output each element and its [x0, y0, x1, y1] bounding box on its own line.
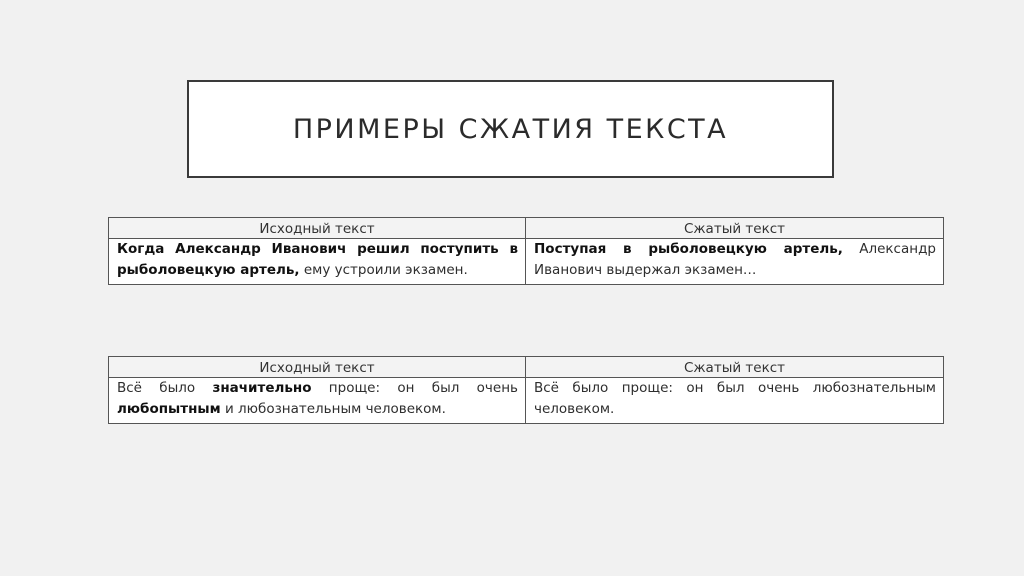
comparison-table-2 — [108, 356, 944, 424]
compressed-text-cell — [526, 378, 944, 424]
bold-fragment: значительно — [212, 380, 312, 396]
text-fragment: и любознательным человеком. — [220, 401, 446, 417]
text-fragment: проще: он был очень — [311, 380, 518, 396]
comparison-table-1 — [108, 217, 944, 285]
text-fragment: Всё было проще: он был очень любознательным человеком. — [534, 380, 936, 417]
text-fragment: Всё было — [117, 380, 213, 396]
header-source-text: Исходный текст — [109, 357, 526, 378]
text-fragment: ему устроили экзамен. — [299, 262, 468, 278]
table-row — [109, 239, 944, 285]
header-compressed-text: Сжатый текст — [526, 218, 944, 239]
source-text-cell — [109, 378, 526, 424]
source-text-cell — [109, 239, 526, 285]
header-compressed-text: Сжатый текст — [526, 357, 944, 378]
table-row — [109, 378, 944, 424]
slide-title: ПРИМЕРЫ СЖАТИЯ ТЕКСТА — [292, 113, 729, 145]
title-box — [187, 80, 834, 178]
bold-fragment: Когда Александр Иванович решил поступить в рыболовецкую артель, — [117, 241, 518, 278]
compressed-text-cell — [526, 239, 944, 285]
table-header-row — [109, 218, 944, 239]
table-header-row — [109, 357, 944, 378]
bold-fragment: любопытным — [117, 401, 221, 417]
bold-fragment: Поступая в рыболовецкую артель, — [534, 241, 843, 257]
text-fragment: Александр Иванович выдержал экзамен… — [534, 241, 936, 278]
header-source-text: Исходный текст — [109, 218, 526, 239]
